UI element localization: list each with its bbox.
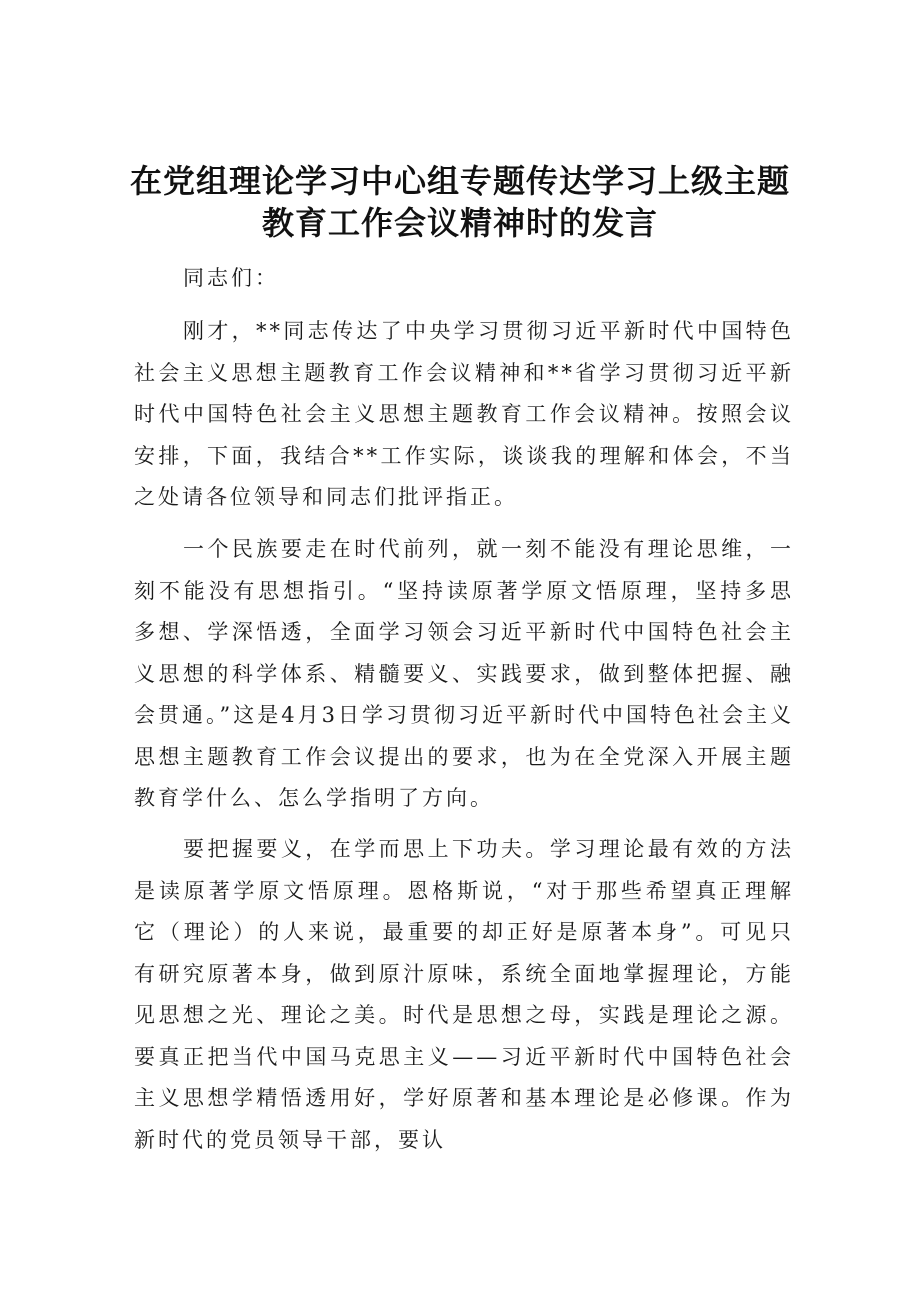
salutation: 同志们： [183,266,279,290]
document-title-line-1: 在党组理论学习中心组专题传达学习上级主题 [129,162,790,200]
paragraph-3: 要把握要义，在学而思上下功夫。学习理论最有效的方法是读原著学原文悟原理。恩格斯说，“对于那些希望真正理解它（理论）的人来说，最重要的却正好是原著本身”。可见只有研究原著本身，做到原汁原味，系统全面地掌握理论，方能见思想之光、理论之美。时代是思想之母，实践是理论之源。要真正把当代中国马克思主义——习近平新时代中国特色社会主义思想学精悟透用好，学好原著和基本理论是必修课。作为新时代的党员领导干部，要认 [134,837,794,1152]
paragraph-1: 刚才，**同志传达了中央学习贯彻习近平新时代中国特色社会主义思想主题教育工作会议精神和**省学习贯彻习近平新时代中国特色社会主义思想主题教育工作会议精神。按照会议安排，下面，我结合**工作实际，谈谈我的理解和体会，不当之处请各位领导和同志们批评指正。 [134,319,794,509]
document-title-line-2: 教育工作会议精神时的发言 [261,204,658,242]
paragraph-2: 一个民族要走在时代前列，就一刻不能没有理论思维，一刻不能没有思想指引。“坚持读原著学原文悟原理，坚持多思多想、学深悟透，全面学习领会习近平新时代中国特色社会主义思想的科学体系、精髓要义、实践要求，做到整体把握、融会贯通。”这是4月3日学习贯彻习近平新时代中国特色社会主义思想主题教育工作会议提出的要求，也为在全党深入开展主题教育学什么、怎么学指明了方向。 [134,537,794,810]
